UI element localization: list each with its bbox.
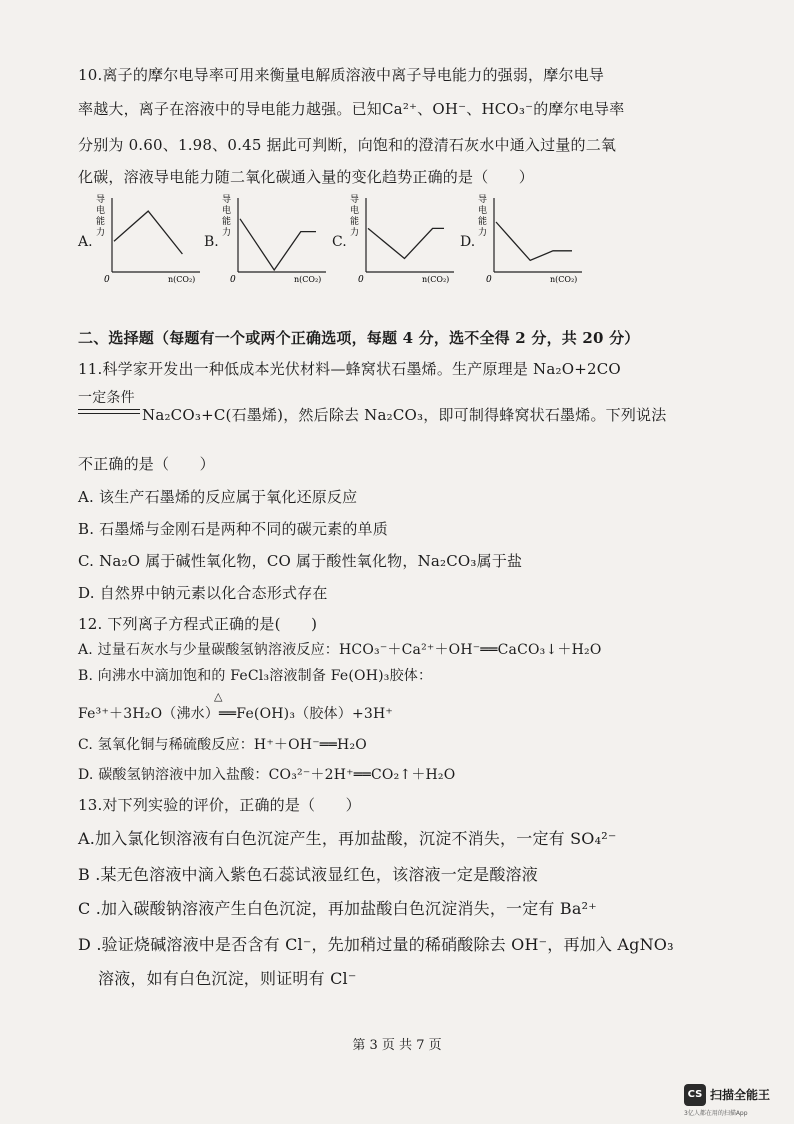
q11-line3: 不正确的是（ ） (78, 455, 215, 473)
q11-reaction-arrow-top (78, 409, 140, 410)
q11-line1: 11.科学家开发出一种低成本光伏材料—蜂窝状石墨烯。生产原理是 Na₂O+2CO (78, 360, 621, 378)
section-heading: 二、选择题（每题有一个或两个正确选项，每题 4 分，选不全得 2 分，共 20 分） (78, 329, 640, 347)
q10-graph-plot (350, 192, 462, 292)
y-axis-label-char: 力 (350, 228, 360, 238)
q12-head: 12. 下列离子方程式正确的是( ) (78, 615, 318, 633)
q11-condition: 一定条件 (78, 390, 135, 406)
q11-option-c: C. Na₂O 属于碱性氧化物，CO 属于酸性氧化物，Na₂CO₃属于盐 (78, 552, 523, 570)
y-axis-label-char: 能 (478, 217, 488, 227)
origin-label: 0 (230, 275, 236, 285)
q10-graph-plot (478, 192, 590, 292)
y-axis-label-char: 力 (96, 228, 106, 238)
y-axis-label-char: 电 (350, 206, 360, 216)
q13-option-b: B .某无色溶液中滴入紫色石蕊试液显红色，该溶液一定是酸溶液 (78, 865, 538, 884)
q12-option-c: C. 氢氧化铜与稀硫酸反应：H⁺＋OH⁻══H₂O (78, 737, 367, 753)
scanner-logo-icon: CS (684, 1084, 706, 1106)
y-axis-label-char: 导 (96, 195, 106, 205)
q10-option-label: D. (460, 234, 476, 250)
conductivity-curve (114, 211, 182, 254)
q13-option-d-line1: D .验证烧碱溶液中是否含有 Cl⁻，先加稍过量的稀硝酸除去 OH⁻，再加入 AgNO₃ (78, 935, 674, 954)
y-axis-label-char: 电 (96, 206, 106, 216)
q12-option-b-equation: Fe³⁺＋3H₂O（沸水）══Fe(OH)₃（胶体）+3H⁺ (78, 706, 393, 722)
x-axis-label: n(CO₂) (422, 275, 450, 284)
y-axis-label-char: 电 (222, 206, 232, 216)
q10-option-label: A. (78, 234, 93, 250)
q12-option-d: D. 碳酸氢钠溶液中加入盐酸：CO₃²⁻＋2H⁺══CO₂↑＋H₂O (78, 767, 456, 783)
conductivity-curve (496, 222, 572, 260)
q13-option-c: C .加入碳酸钠溶液产生白色沉淀，再加盐酸白色沉淀消失，一定有 Ba²⁺ (78, 899, 597, 918)
q12-heat-symbol: △ (214, 690, 223, 703)
q11-line2: Na₂CO₃+C(石墨烯)，然后除去 Na₂CO₃，即可制得蜂窝状石墨烯。下列说法 (142, 406, 667, 424)
conductivity-curve (368, 228, 444, 258)
q10-line1: 10.离子的摩尔电导率可用来衡量电解质溶液中离子导电能力的强弱，摩尔电导 (78, 66, 605, 84)
q10-option-label: B. (204, 234, 219, 250)
page-number: 第 3 页 共 7 页 (352, 1038, 442, 1053)
y-axis-label-char: 能 (96, 217, 106, 227)
q11-reaction-arrow-bottom (78, 413, 140, 414)
q10-line3: 分别为 0.60、1.98、0.45 据此可判断，向饱和的澄清石灰水中通入过量的二氧 (78, 136, 617, 154)
q11-option-d: D. 自然界中钠元素以化合态形式存在 (78, 584, 328, 602)
origin-label: 0 (358, 275, 364, 285)
q13-head: 13.对下列实验的评价，正确的是（ ） (78, 796, 361, 814)
x-axis-label: n(CO₂) (168, 275, 196, 284)
y-axis-label-char: 导 (222, 195, 232, 205)
q10-option-label: C. (332, 234, 347, 250)
y-axis-label-char: 力 (478, 228, 488, 238)
y-axis-label-char: 能 (350, 217, 360, 227)
y-axis-label-char: 力 (222, 228, 232, 238)
q12-option-b: B. 向沸水中滴加饱和的 FeCl₃溶液制备 Fe(OH)₃胶体： (78, 668, 433, 684)
q13-option-a: A.加入氯化钡溶液有白色沉淀产生，再加盐酸，沉淀不消失，一定有 SO₄²⁻ (78, 829, 617, 848)
q12-option-a: A. 过量石灰水与少量碳酸氢钠溶液反应：HCO₃⁻＋Ca²⁺＋OH⁻══CaCO₃↓＋H₂O (78, 642, 602, 658)
origin-label: 0 (486, 275, 492, 285)
y-axis-label-char: 电 (478, 206, 488, 216)
q11-option-b: B. 石墨烯与金刚石是两种不同的碳元素的单质 (78, 520, 388, 538)
x-axis-label: n(CO₂) (550, 275, 578, 284)
q11-option-a: A. 该生产石墨烯的反应属于氧化还原反应 (78, 488, 358, 506)
origin-label: 0 (104, 275, 110, 285)
q10-line2: 率越大，离子在溶液中的导电能力越强。已知Ca²⁺、OH⁻、HCO₃⁻的摩尔电导率 (78, 100, 625, 118)
x-axis-label: n(CO₂) (294, 275, 322, 284)
conductivity-curve (240, 219, 316, 270)
y-axis-label-char: 导 (350, 195, 360, 205)
y-axis-label-char: 能 (222, 217, 232, 227)
q10-line4: 化碳，溶液导电能力随二氧化碳通入量的变化趋势正确的是（ ） (78, 168, 535, 186)
q13-option-d-line2: 溶液，如有白色沉淀，则证明有 Cl⁻ (98, 969, 357, 988)
y-axis-label-char: 导 (478, 195, 488, 205)
scanner-watermark (684, 1084, 788, 1118)
scanner-tagline: 3亿人都在用的扫描App (684, 1110, 748, 1117)
q10-graph-plot (96, 192, 208, 292)
q10-graph-plot (222, 192, 334, 292)
scanner-name: 扫描全能王 (710, 1088, 771, 1102)
